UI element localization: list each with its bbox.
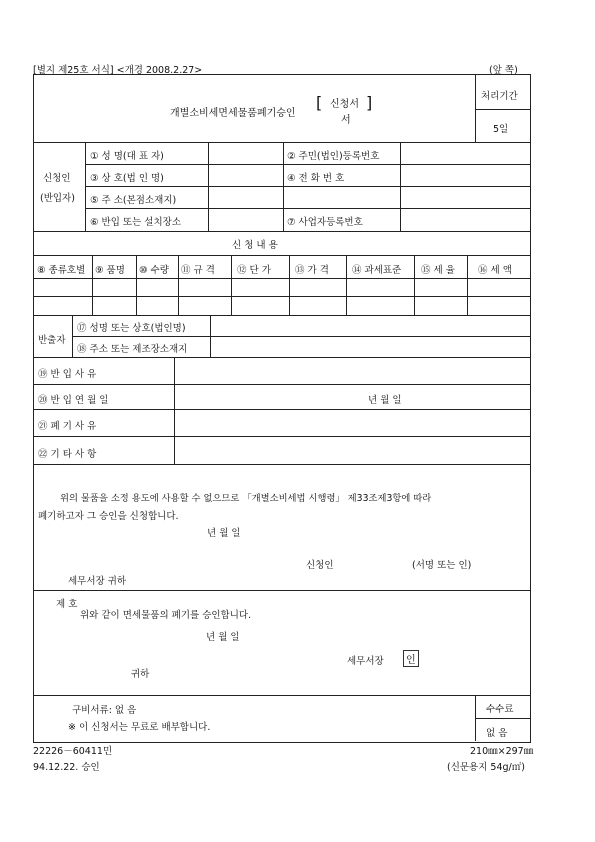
exporter-name-field[interactable] [212, 318, 528, 334]
reason-in-field[interactable] [176, 360, 528, 382]
business-number-field[interactable] [402, 211, 527, 228]
statement-addressee: 세무서장 귀하 [68, 576, 127, 587]
col-spec: ⑪ 규 격 [181, 265, 215, 276]
col-tax-base: ⑭ 과세표준 [352, 265, 402, 276]
phone-label: ④ 전 화 번 호 [287, 173, 345, 184]
bracket-left: [ [316, 93, 323, 112]
free-distribution-notice: ※ 이 신청서는 무료로 배부합니다. [68, 722, 211, 733]
approval-note: 94.12.22. 승인 [33, 762, 100, 773]
col-tax-amount: ⑯ 세 액 [478, 265, 512, 276]
address-label: ⑤ 주 소(본점소재지) [90, 195, 177, 206]
reason-in-label: ⑲ 반 입 사 유 [38, 369, 97, 380]
statement-line-2: 폐기하고자 그 승인을 신청합니다. [38, 511, 179, 522]
sign-or-seal[interactable]: (서명 또는 인) [412, 560, 472, 571]
title-option-top: 신청서 [330, 99, 359, 110]
approval-text: 위와 같이 면세물품의 폐기를 승인합니다. [80, 610, 252, 621]
official-seal: 인 [403, 650, 419, 667]
application-date[interactable]: 년 월 일 [207, 528, 241, 539]
applicant-label-sub: (반입자) [40, 193, 75, 204]
exporter-address-label: ⑱ 주소 또는 제조장소재지 [77, 344, 188, 355]
col-type: ⑧ 종류호별 [37, 265, 86, 276]
form-title: 개별소비세면세물품폐기승인 [170, 108, 296, 119]
date-in-label: ⑳ 반 입 연 월 일 [38, 395, 109, 406]
approval-office: 세무서장 [347, 656, 384, 667]
address-field[interactable] [210, 189, 528, 206]
col-tax-rate: ⑮ 세 율 [421, 265, 455, 276]
fee-value: 없 음 [486, 728, 508, 739]
name-field[interactable] [210, 145, 281, 162]
applicant-signature-label: 신청인 [306, 560, 334, 571]
location-field[interactable] [210, 211, 281, 228]
processing-period-value: 5일 [493, 124, 509, 135]
paper-size: 210㎜×297㎜ [470, 746, 534, 757]
id-number-field[interactable] [402, 145, 527, 162]
page-side: (앞 쪽) [489, 65, 518, 76]
col-quantity: ⑩ 수량 [139, 265, 169, 276]
col-price: ⑬ 가 격 [295, 265, 329, 276]
phone-field[interactable] [402, 167, 527, 184]
location-label: ⑥ 반입 또는 설치장소 [90, 217, 181, 228]
name-field-label: ① 성 명(대 표 자) [90, 151, 164, 162]
exporter-address-field[interactable] [212, 339, 528, 355]
approval-number: 제 호 [56, 599, 78, 610]
disposal-reason-field[interactable] [176, 412, 528, 434]
applicant-label: 신청인 [43, 173, 71, 184]
exporter-name-label: ⑰ 성명 또는 상호(법인명) [77, 323, 186, 334]
exporter-label: 반출자 [38, 335, 66, 346]
paper-type: (신문용지 54g/㎡) [447, 762, 525, 773]
approval-addressee: 귀하 [131, 669, 150, 680]
other-matters-label: ㉒ 기 타 사 항 [38, 449, 97, 460]
date-in-placeholder[interactable]: 년 월 일 [368, 395, 402, 406]
processing-period-label: 처리기간 [481, 91, 518, 102]
form-code: 22226－60411민 [33, 746, 113, 757]
content-section-title: 신 청 내 용 [232, 240, 278, 251]
other-matters-field[interactable] [176, 439, 528, 462]
title-option-bottom: 서 [341, 115, 351, 126]
form-reference: [별지 제25호 서식] <개경 2008.2.27> [33, 65, 203, 76]
bracket-right: ] [366, 93, 373, 112]
company-label: ③ 상 호(법 인 명) [90, 173, 164, 184]
disposal-reason-label: ㉑ 폐 기 사 유 [38, 421, 97, 432]
fee-label: 수수료 [486, 704, 514, 715]
required-documents: 구비서류: 없 음 [72, 705, 137, 716]
business-number-label: ⑦ 사업자등록번호 [287, 217, 363, 228]
approval-date: 년 월 일 [206, 632, 240, 643]
statement-line-1: 위의 물품을 소정 용도에 사용할 수 없으므로 「개별소비세법 시행령」 제33조제3항에 따라 [60, 493, 432, 504]
company-field[interactable] [210, 167, 281, 184]
col-item: ⑨ 품명 [95, 265, 125, 276]
id-number-label: ② 주민(법인)등록번호 [287, 151, 380, 162]
col-unit-price: ⑫ 단 가 [237, 265, 271, 276]
